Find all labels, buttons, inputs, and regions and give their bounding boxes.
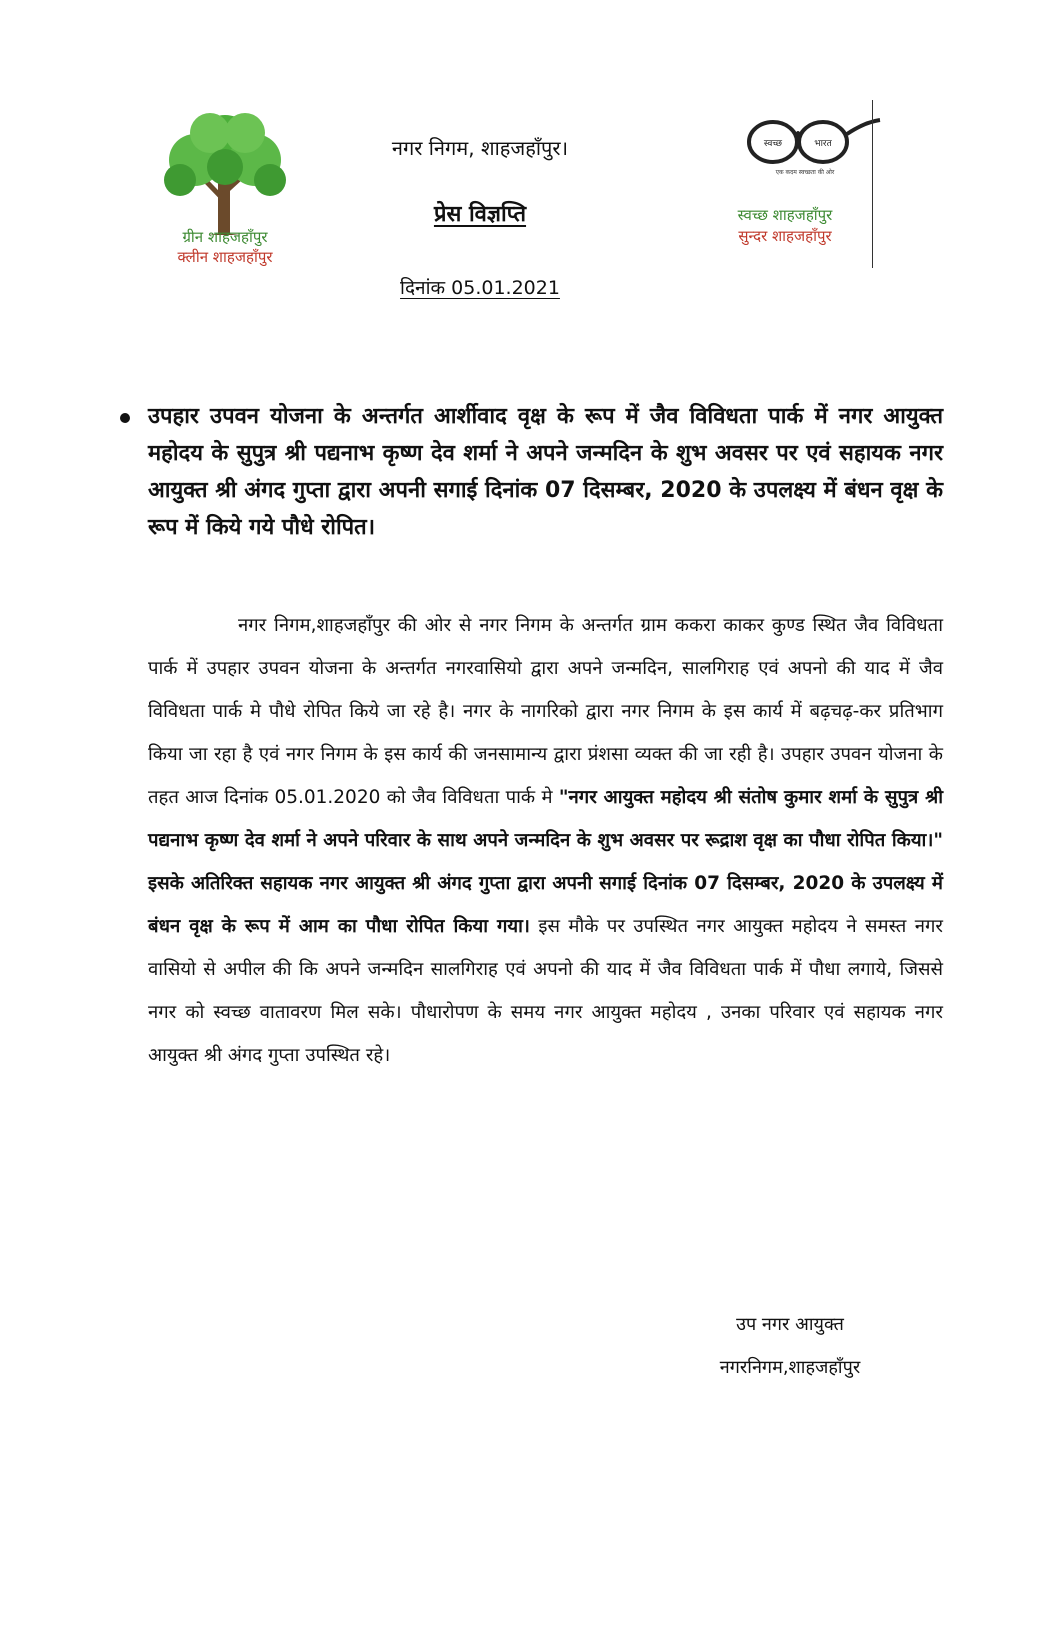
page-title: प्रेस विज्ञप्ति bbox=[433, 202, 527, 227]
glasses-right-text: भारत bbox=[814, 139, 832, 149]
swachh-tagline: एक कदम स्वच्छता की ओर bbox=[775, 169, 835, 176]
body-part-3: इस मौके पर उपस्थित नगर आयुक्त महोदय ने समस्त नगर वासियो से अपील की कि अपने जन्मदिन सालगिराह एवं अपनो की याद में जैव विविधता पार्क में पौधा लगाये, जिससे नगर को स्वच्छ वातावरण मिल सके। पौधारोपण के समय नगर आयुक्त महोदय , उनका परिवार एवं सहायक नगर आयुक्त श्री अंगद गुप्ता उपस्थित रहे। bbox=[148, 916, 944, 1066]
signature-designation: उप नगर आयुक्त bbox=[736, 1314, 844, 1335]
press-date: दिनांक 05.01.2021 bbox=[400, 277, 560, 299]
summary-paragraph: उपहार उपवन योजना के अन्तर्गत आर्शीवाद वृक्ष के रूप में जैव विविधता पार्क में नगर आयुक्त महोदय के सुपुत्र श्री पद्यनाभ कृष्ण देव शर्मा ने अपने जन्मदिन के शुभ अवसर पर एवं सहायक नगर आयुक्त श्री अंगद गुप्ता द्वारा अपनी सगाई दिनांक 07 दिसम्बर, 2020 के उपलक्ष्य में बंधन वृक्ष के रूप में किये गये पौधे रोपित। bbox=[148, 404, 943, 540]
left-logo-caption-1: ग्रीन शाहजहाँपुर bbox=[182, 228, 268, 246]
body-part-2-bold: "नगर आयुक्त महोदय श्री संतोष कुमार शर्मा के सुपुत्र श्री पद्यनाभ कृष्ण देव शर्मा ने अपने परिवार के साथ अपने जन्मदिन के शुभ अवसर पर रूद्राश वृक्ष का पौधा रोपित किया।" इसके अतिरिक्त सहायक नगर आयुक्त श्री अंगद गुप्ता द्वारा अपनी सगाई दिनांक 07 दिसम्बर, 2020 के उपलक्ष्य में बंधन वृक्ष के रूप में आम का पौधा रोपित किया गया। bbox=[148, 787, 944, 937]
divider-line bbox=[872, 100, 873, 268]
left-logo-caption-2: क्लीन शाहजहाँपुर bbox=[177, 248, 273, 266]
signature-organization: नगरनिगम,शाहजहाँपुर bbox=[719, 1357, 861, 1378]
bullet-icon bbox=[120, 413, 130, 423]
body-paragraph bbox=[148, 604, 943, 1077]
body-part-1: नगर निगम,शाहजहाँपुर की ओर से नगर निगम के अन्तर्गत ग्राम ककरा काकर कुण्ड स्थित जैव विविधता पार्क में उपहार उपवन योजना के अन्तर्गत नगरवासियो द्वारा अपने जन्मदिन, सालगिराह एवं अपनो की याद में जैव विविधता पार्क मे पौधे रोपित किये जा रहे है। नगर के नागरिको द्वारा नगर निगम के इस कार्य में बढ़चढ़-कर प्रतिभाग किया जा रहा है एवं नगर निगम के इस कार्य की जनसामान्य द्वारा प्रंशसा व्यक्त की जा रही है। उपहार उपवन योजना के तहत आज दिनांक 05.01.2020 को जैव विविधता पार्क मे bbox=[148, 615, 943, 808]
gandhi-glasses-icon bbox=[745, 100, 885, 190]
right-logo-caption-2: सुन्दर शाहजहाँपुर bbox=[738, 227, 832, 245]
organization-name: नगर निगम, शाहजहाँपुर। bbox=[391, 136, 569, 160]
right-logo-caption-1: स्वच्छ शाहजहाँपुर bbox=[737, 206, 833, 224]
glasses-left-text: स्वच्छ bbox=[763, 139, 783, 149]
